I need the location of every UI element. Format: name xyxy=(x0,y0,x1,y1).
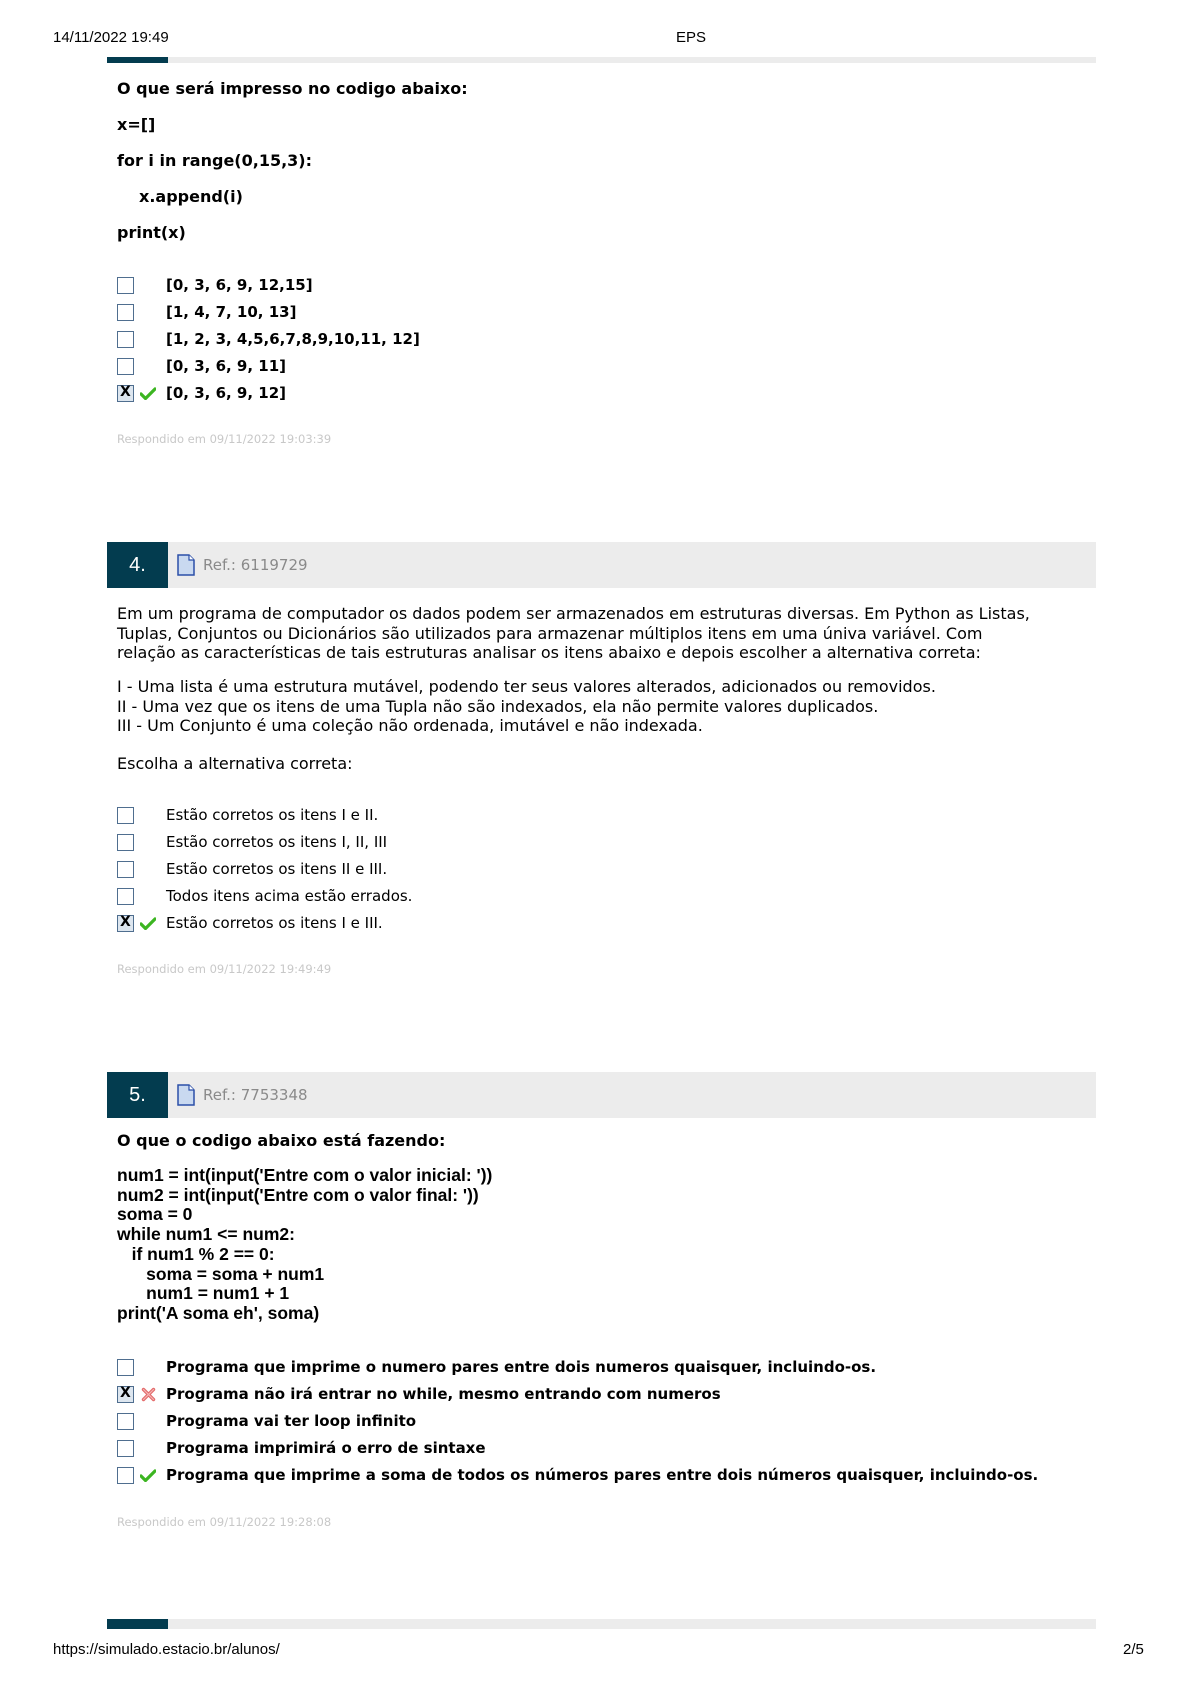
option-checkbox-checked[interactable] xyxy=(117,1386,134,1403)
option-label: Estão corretos os itens I e II. xyxy=(166,806,379,824)
option-label: Programa vai ter loop infinito xyxy=(166,1412,417,1430)
question4-items xyxy=(117,677,1077,736)
question3-code-line: for i in range(0,15,3): xyxy=(117,151,313,170)
question5-code xyxy=(117,1166,1077,1324)
question5-header xyxy=(107,1072,1096,1118)
question5-prompt: O que o codigo abaixo está fazendo: xyxy=(117,1131,446,1150)
option-checkbox[interactable] xyxy=(117,1359,134,1376)
code-line: soma = 0 xyxy=(117,1204,193,1225)
option-checkbox[interactable] xyxy=(117,358,134,375)
option-label: Todos itens acima estão errados. xyxy=(166,887,413,905)
statement-item: III - Um Conjunto é uma coleção não ordenada, imutável e não indexada. xyxy=(117,716,703,735)
question5-option-selected[interactable] xyxy=(117,1384,721,1404)
answered-timestamp: Respondido em 09/11/2022 19:03:39 xyxy=(117,432,332,446)
option-checkbox[interactable] xyxy=(117,861,134,878)
answered-timestamp: Respondido em 09/11/2022 19:28:08 xyxy=(117,1515,332,1529)
correct-check-icon xyxy=(139,385,157,401)
code-line: print('A soma eh', soma) xyxy=(117,1302,320,1323)
question4-option[interactable] xyxy=(117,832,388,852)
print-datetime: 14/11/2022 19:49 xyxy=(53,29,169,46)
question5-option[interactable] xyxy=(117,1411,417,1431)
question3-option[interactable] xyxy=(117,275,313,295)
question4-option-selected[interactable] xyxy=(117,913,383,933)
correct-check-icon xyxy=(139,1467,157,1483)
option-label: Programa imprimirá o erro de sintaxe xyxy=(166,1439,486,1457)
question3-code-line: x.append(i) xyxy=(139,187,243,206)
question3-option[interactable] xyxy=(117,302,297,322)
option-checkbox[interactable] xyxy=(117,888,134,905)
question-ref: Ref.: 6119729 xyxy=(203,556,308,574)
option-checkbox[interactable] xyxy=(117,834,134,851)
option-checkbox[interactable] xyxy=(117,331,134,348)
code-line: if num1 % 2 == 0: xyxy=(117,1243,275,1264)
top-divider-bar xyxy=(107,57,1096,63)
question-number: 4. xyxy=(107,542,168,588)
option-label: [1, 4, 7, 10, 13] xyxy=(166,303,297,321)
question4-option[interactable] xyxy=(117,886,413,906)
option-label: Programa que imprime a soma de todos os números pares entre dois números quaisquer, incluindo-os. xyxy=(166,1466,1039,1484)
question4-instruction: Escolha a alternativa correta: xyxy=(117,754,353,773)
question4-option[interactable] xyxy=(117,859,388,879)
question3-option[interactable] xyxy=(117,329,420,349)
question-ref: Ref.: 7753348 xyxy=(203,1086,308,1104)
code-line: num1 = int(input('Entre com o valor inicial: ')) xyxy=(117,1165,493,1185)
correct-check-icon xyxy=(139,915,157,931)
option-label: Estão corretos os itens I e III. xyxy=(166,914,383,932)
paragraph-line: relação as características de tais estruturas analisar os itens abaixo e depois escolher a alternativa correta: xyxy=(117,643,981,662)
option-label: Programa não irá entrar no while, mesmo entrando com numeros xyxy=(166,1385,721,1403)
option-label: Estão corretos os itens I, II, III xyxy=(166,833,388,851)
question5-option[interactable] xyxy=(117,1357,877,1377)
document-icon xyxy=(177,1084,195,1110)
question3-option[interactable] xyxy=(117,356,287,376)
option-checkbox-checked[interactable] xyxy=(117,915,134,932)
question3-prompt: O que será impresso no codigo abaixo: xyxy=(117,79,468,98)
option-label: [0, 3, 6, 9, 12] xyxy=(166,384,287,402)
question4-paragraph xyxy=(117,604,1077,663)
statement-item: II - Uma vez que os itens de uma Tupla não são indexados, ela não permite valores duplicados. xyxy=(117,696,879,716)
print-title: EPS xyxy=(676,29,707,46)
question3-code-line: x=[] xyxy=(117,115,156,134)
divider-accent xyxy=(107,1619,168,1629)
option-checkbox[interactable] xyxy=(117,1440,134,1457)
option-label: Estão corretos os itens II e III. xyxy=(166,860,388,878)
question5-option[interactable] xyxy=(117,1438,486,1458)
question3-option-selected[interactable] xyxy=(117,383,287,403)
code-line: num1 = num1 + 1 xyxy=(117,1283,290,1304)
document-icon xyxy=(177,554,195,580)
statement-item: I - Uma lista é uma estrutura mutável, podendo ter seus valores alterados, adicionados ou removidos. xyxy=(117,677,936,696)
print-url: https://simulado.estacio.br/alunos/ xyxy=(53,1641,280,1658)
option-label: [0, 3, 6, 9, 11] xyxy=(166,357,287,375)
question-number: 5. xyxy=(107,1072,168,1118)
question3-code-line: print(x) xyxy=(117,223,186,242)
paragraph-line: Em um programa de computador os dados podem ser armazenados em estruturas diversas. Em Python as Listas, xyxy=(117,604,1030,623)
question4-header xyxy=(107,542,1096,588)
question4-option[interactable] xyxy=(117,805,379,825)
option-label: Programa que imprime o numero pares entre dois numeros quaisquer, incluindo-os. xyxy=(166,1358,877,1376)
wrong-x-icon xyxy=(139,1386,157,1402)
option-label: [1, 2, 3, 4,5,6,7,8,9,10,11, 12] xyxy=(166,330,420,348)
divider-accent xyxy=(107,57,168,63)
option-checkbox[interactable] xyxy=(117,1467,134,1484)
paragraph-line: Tuplas, Conjuntos ou Dicionários são utilizados para armazenar múltiplos itens em uma úniva variável. Com xyxy=(117,623,983,643)
bottom-divider-bar xyxy=(107,1619,1096,1629)
answered-timestamp: Respondido em 09/11/2022 19:49:49 xyxy=(117,962,332,976)
print-page-number: 2/5 xyxy=(1123,1641,1144,1658)
option-checkbox[interactable] xyxy=(117,807,134,824)
code-line: num2 = int(input('Entre com o valor final: ')) xyxy=(117,1184,479,1205)
option-checkbox[interactable] xyxy=(117,304,134,321)
code-line: soma = soma + num1 xyxy=(117,1263,325,1284)
option-label: [0, 3, 6, 9, 12,15] xyxy=(166,276,313,294)
option-checkbox[interactable] xyxy=(117,277,134,294)
option-checkbox[interactable] xyxy=(117,1413,134,1430)
question5-option-correct[interactable] xyxy=(117,1465,1039,1485)
code-line: while num1 <= num2: xyxy=(117,1224,295,1245)
option-checkbox-checked[interactable] xyxy=(117,385,134,402)
